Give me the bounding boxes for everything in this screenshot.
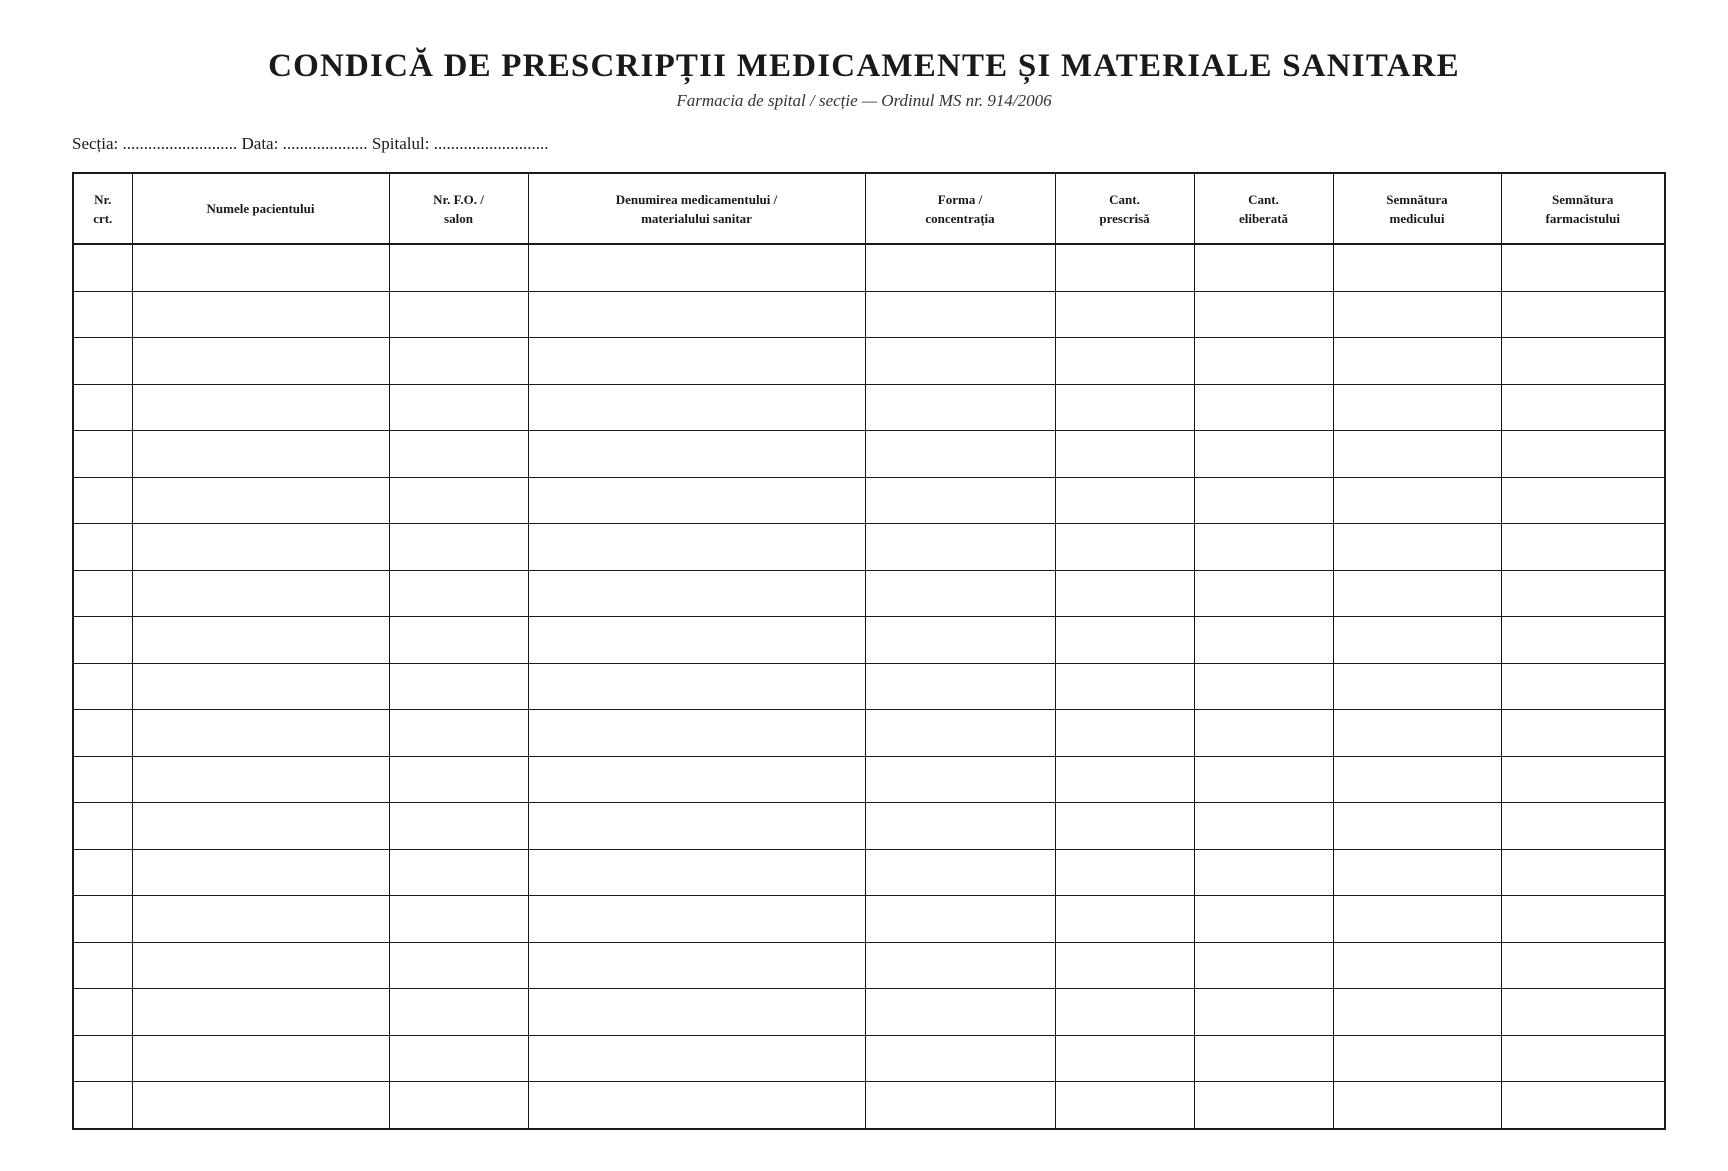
- table-cell: [1333, 244, 1501, 291]
- table-cell: [389, 291, 528, 338]
- table-cell: [1333, 570, 1501, 617]
- table-cell: [1194, 291, 1333, 338]
- table-row: [73, 942, 1665, 989]
- table-row: [73, 384, 1665, 431]
- table-cell: [1194, 431, 1333, 478]
- table-cell: [528, 291, 865, 338]
- col-header-line: salon: [444, 210, 473, 226]
- table-cell: [1055, 477, 1194, 524]
- table-cell: [73, 896, 132, 943]
- table-cell: [1333, 477, 1501, 524]
- table-cell: [389, 477, 528, 524]
- table-cell: [865, 570, 1055, 617]
- table-cell: [1501, 291, 1665, 338]
- table-cell: [389, 663, 528, 710]
- table-cell: [1194, 710, 1333, 757]
- col-header-medication-name: [528, 173, 865, 244]
- table-cell: [528, 477, 865, 524]
- table-cell: [73, 338, 132, 385]
- document-subtitle: Farmacia de spital / secție — Ordinul MS nr. 914/2006: [676, 91, 1052, 110]
- table-cell: [1194, 1082, 1333, 1129]
- col-header-line: Nr.: [94, 191, 112, 207]
- table-cell: [389, 244, 528, 291]
- col-header-line: Denumirea medicamentului /: [615, 191, 778, 207]
- table-cell: [865, 1082, 1055, 1129]
- table-cell: [528, 849, 865, 896]
- table-cell: [1501, 431, 1665, 478]
- table-cell: [528, 338, 865, 385]
- table-cell: [1333, 710, 1501, 757]
- table-cell: [865, 477, 1055, 524]
- table-cell: [1194, 756, 1333, 803]
- table-cell: [865, 384, 1055, 431]
- table-cell: [1501, 384, 1665, 431]
- table-cell: [389, 942, 528, 989]
- table-cell: [865, 1035, 1055, 1082]
- table-cell: [528, 617, 865, 664]
- table-cell: [1055, 244, 1194, 291]
- table-cell: [1333, 617, 1501, 664]
- table-cell: [1055, 849, 1194, 896]
- table-cell: [132, 291, 389, 338]
- table-cell: [389, 384, 528, 431]
- table-cell: [1333, 1035, 1501, 1082]
- table-cell: [1333, 524, 1501, 571]
- col-header-line: prescrisă: [1099, 210, 1150, 226]
- table-cell: [865, 244, 1055, 291]
- col-header-qty-prescribed: [1055, 173, 1194, 244]
- table-cell: [1501, 989, 1665, 1036]
- table-cell: [73, 942, 132, 989]
- table-row: [73, 524, 1665, 571]
- table-cell: [389, 524, 528, 571]
- table-cell: [389, 431, 528, 478]
- table-row: [73, 617, 1665, 664]
- table-cell: [1501, 477, 1665, 524]
- table-cell: [132, 989, 389, 1036]
- table-cell: [132, 896, 389, 943]
- table-cell: [1501, 803, 1665, 850]
- table-cell: [73, 477, 132, 524]
- table-cell: [132, 617, 389, 664]
- table-cell: [73, 756, 132, 803]
- table-cell: [1055, 710, 1194, 757]
- col-header-line: eliberată: [1238, 210, 1289, 226]
- table-cell: [865, 942, 1055, 989]
- table-cell: [132, 849, 389, 896]
- table-row: [73, 570, 1665, 617]
- table-cell: [865, 663, 1055, 710]
- table-row: [73, 803, 1665, 850]
- table-cell: [1501, 338, 1665, 385]
- table-cell: [1194, 989, 1333, 1036]
- table-cell: [865, 291, 1055, 338]
- table-cell: [132, 570, 389, 617]
- table-cell: [73, 989, 132, 1036]
- table-cell: [73, 803, 132, 850]
- table-cell: [865, 431, 1055, 478]
- table-cell: [1501, 1082, 1665, 1129]
- table-row: [73, 849, 1665, 896]
- table-cell: [528, 1082, 865, 1129]
- table-row: [73, 431, 1665, 478]
- table-cell: [1055, 1035, 1194, 1082]
- table-cell: [132, 942, 389, 989]
- table-cell: [1501, 663, 1665, 710]
- table-cell: [1194, 477, 1333, 524]
- table-cell: [1333, 896, 1501, 943]
- table-cell: [528, 942, 865, 989]
- table-cell: [1501, 617, 1665, 664]
- table-cell: [528, 384, 865, 431]
- table-row: [73, 338, 1665, 385]
- col-header-line: Cant.: [1109, 191, 1140, 207]
- table-row: [73, 896, 1665, 943]
- table-cell: [1194, 849, 1333, 896]
- table-cell: [528, 803, 865, 850]
- col-header-line: Semnătura: [1386, 191, 1448, 207]
- table-cell: [132, 338, 389, 385]
- table-cell: [73, 244, 132, 291]
- table-cell: [389, 338, 528, 385]
- table-row: [73, 244, 1665, 291]
- col-header-line: farmacistului: [1545, 210, 1620, 226]
- table-cell: [389, 803, 528, 850]
- table-cell: [1194, 570, 1333, 617]
- col-header-line: crt.: [93, 210, 113, 226]
- table-cell: [1501, 524, 1665, 571]
- table-body: [73, 244, 1665, 1129]
- col-header-line: Nr. F.O. /: [433, 191, 484, 207]
- table-cell: [1194, 803, 1333, 850]
- table-cell: [1501, 244, 1665, 291]
- table-header-row: [73, 173, 1665, 244]
- table-cell: [865, 710, 1055, 757]
- table-cell: [865, 849, 1055, 896]
- table-cell: [865, 338, 1055, 385]
- table-cell: [132, 384, 389, 431]
- table-cell: [1501, 1035, 1665, 1082]
- table-row: [73, 756, 1665, 803]
- table-cell: [528, 431, 865, 478]
- header-fields-line: Secția: ........................... Data: .................... Spitalul: ...........................: [72, 134, 549, 153]
- table-cell: [1194, 942, 1333, 989]
- col-header-line: concentrația: [925, 210, 995, 226]
- table-row: [73, 1035, 1665, 1082]
- table-cell: [1333, 663, 1501, 710]
- table-cell: [1194, 896, 1333, 943]
- table-cell: [1501, 756, 1665, 803]
- table-cell: [389, 896, 528, 943]
- table-cell: [1194, 524, 1333, 571]
- table-cell: [1194, 617, 1333, 664]
- table-cell: [1055, 384, 1194, 431]
- table-cell: [1501, 896, 1665, 943]
- table-cell: [132, 524, 389, 571]
- col-header-nr-crt: [73, 173, 132, 244]
- table-cell: [1333, 942, 1501, 989]
- table-cell: [1333, 989, 1501, 1036]
- table-cell: [1333, 291, 1501, 338]
- table-cell: [1333, 803, 1501, 850]
- table-cell: [865, 989, 1055, 1036]
- document-title: CONDICĂ DE PRESCRIPȚII MEDICAMENTE ȘI MATERIALE SANITARE: [268, 48, 1460, 84]
- table-cell: [132, 803, 389, 850]
- table-cell: [1194, 244, 1333, 291]
- table-cell: [1055, 431, 1194, 478]
- table-cell: [73, 710, 132, 757]
- table-cell: [132, 1082, 389, 1129]
- table-cell: [73, 617, 132, 664]
- table-cell: [389, 1035, 528, 1082]
- table-cell: [528, 663, 865, 710]
- table-row: [73, 291, 1665, 338]
- table-cell: [389, 570, 528, 617]
- table-cell: [865, 524, 1055, 571]
- table-cell: [73, 1082, 132, 1129]
- table-cell: [132, 431, 389, 478]
- table-cell: [1333, 384, 1501, 431]
- table-cell: [1194, 338, 1333, 385]
- table-cell: [1055, 570, 1194, 617]
- table-cell: [132, 663, 389, 710]
- table-cell: [389, 989, 528, 1036]
- table-cell: [1333, 756, 1501, 803]
- prescription-table: [72, 172, 1666, 1130]
- col-header-line: medicului: [1389, 210, 1445, 226]
- table-cell: [528, 524, 865, 571]
- table-cell: [528, 989, 865, 1036]
- table-cell: [73, 663, 132, 710]
- table-cell: [865, 617, 1055, 664]
- table-cell: [528, 896, 865, 943]
- table-cell: [1501, 942, 1665, 989]
- table-cell: [132, 756, 389, 803]
- table-cell: [73, 570, 132, 617]
- table-cell: [132, 710, 389, 757]
- table-cell: [73, 524, 132, 571]
- table-row: [73, 1082, 1665, 1129]
- table-cell: [1501, 849, 1665, 896]
- table-cell: [1055, 338, 1194, 385]
- table-cell: [1055, 524, 1194, 571]
- col-header-line: Numele pacientului: [206, 201, 315, 216]
- table-cell: [1055, 617, 1194, 664]
- table-cell: [73, 291, 132, 338]
- table-cell: [865, 803, 1055, 850]
- table-cell: [1055, 291, 1194, 338]
- table-row: [73, 663, 1665, 710]
- table-cell: [1055, 663, 1194, 710]
- table-cell: [1333, 431, 1501, 478]
- col-header-line: materialului sanitar: [641, 210, 752, 226]
- table-cell: [132, 477, 389, 524]
- col-header-line: Cant.: [1248, 191, 1279, 207]
- table-cell: [528, 756, 865, 803]
- table-cell: [73, 1035, 132, 1082]
- table-cell: [1055, 1082, 1194, 1129]
- table-cell: [1055, 942, 1194, 989]
- table-cell: [389, 849, 528, 896]
- table-cell: [132, 1035, 389, 1082]
- table-cell: [1194, 663, 1333, 710]
- table-cell: [1333, 849, 1501, 896]
- table-cell: [1055, 989, 1194, 1036]
- table-cell: [389, 1082, 528, 1129]
- table-row: [73, 710, 1665, 757]
- col-header-patient-name: [132, 173, 389, 244]
- table-cell: [1055, 896, 1194, 943]
- table-cell: [389, 756, 528, 803]
- table-cell: [389, 710, 528, 757]
- table-cell: [1194, 1035, 1333, 1082]
- table-cell: [528, 244, 865, 291]
- table-cell: [1055, 803, 1194, 850]
- table-cell: [865, 896, 1055, 943]
- table-cell: [1055, 756, 1194, 803]
- col-header-doctor-signature: [1333, 173, 1501, 244]
- table-cell: [1501, 570, 1665, 617]
- table-cell: [73, 431, 132, 478]
- table-cell: [528, 1035, 865, 1082]
- table-cell: [528, 570, 865, 617]
- table-cell: [73, 384, 132, 431]
- table-cell: [865, 756, 1055, 803]
- table-cell: [389, 617, 528, 664]
- col-header-pharmacist-signature: [1501, 173, 1665, 244]
- table-cell: [1194, 384, 1333, 431]
- table-cell: [1333, 338, 1501, 385]
- table-cell: [73, 849, 132, 896]
- col-header-form-concentration: [865, 173, 1055, 244]
- col-header-line: Semnătura: [1552, 191, 1614, 207]
- table-row: [73, 477, 1665, 524]
- table-cell: [528, 710, 865, 757]
- table-cell: [132, 244, 389, 291]
- col-header-fo-salon: [389, 173, 528, 244]
- table-row: [73, 989, 1665, 1036]
- table-cell: [1333, 1082, 1501, 1129]
- table-cell: [1501, 710, 1665, 757]
- col-header-qty-dispensed: [1194, 173, 1333, 244]
- col-header-line: Forma /: [937, 191, 983, 207]
